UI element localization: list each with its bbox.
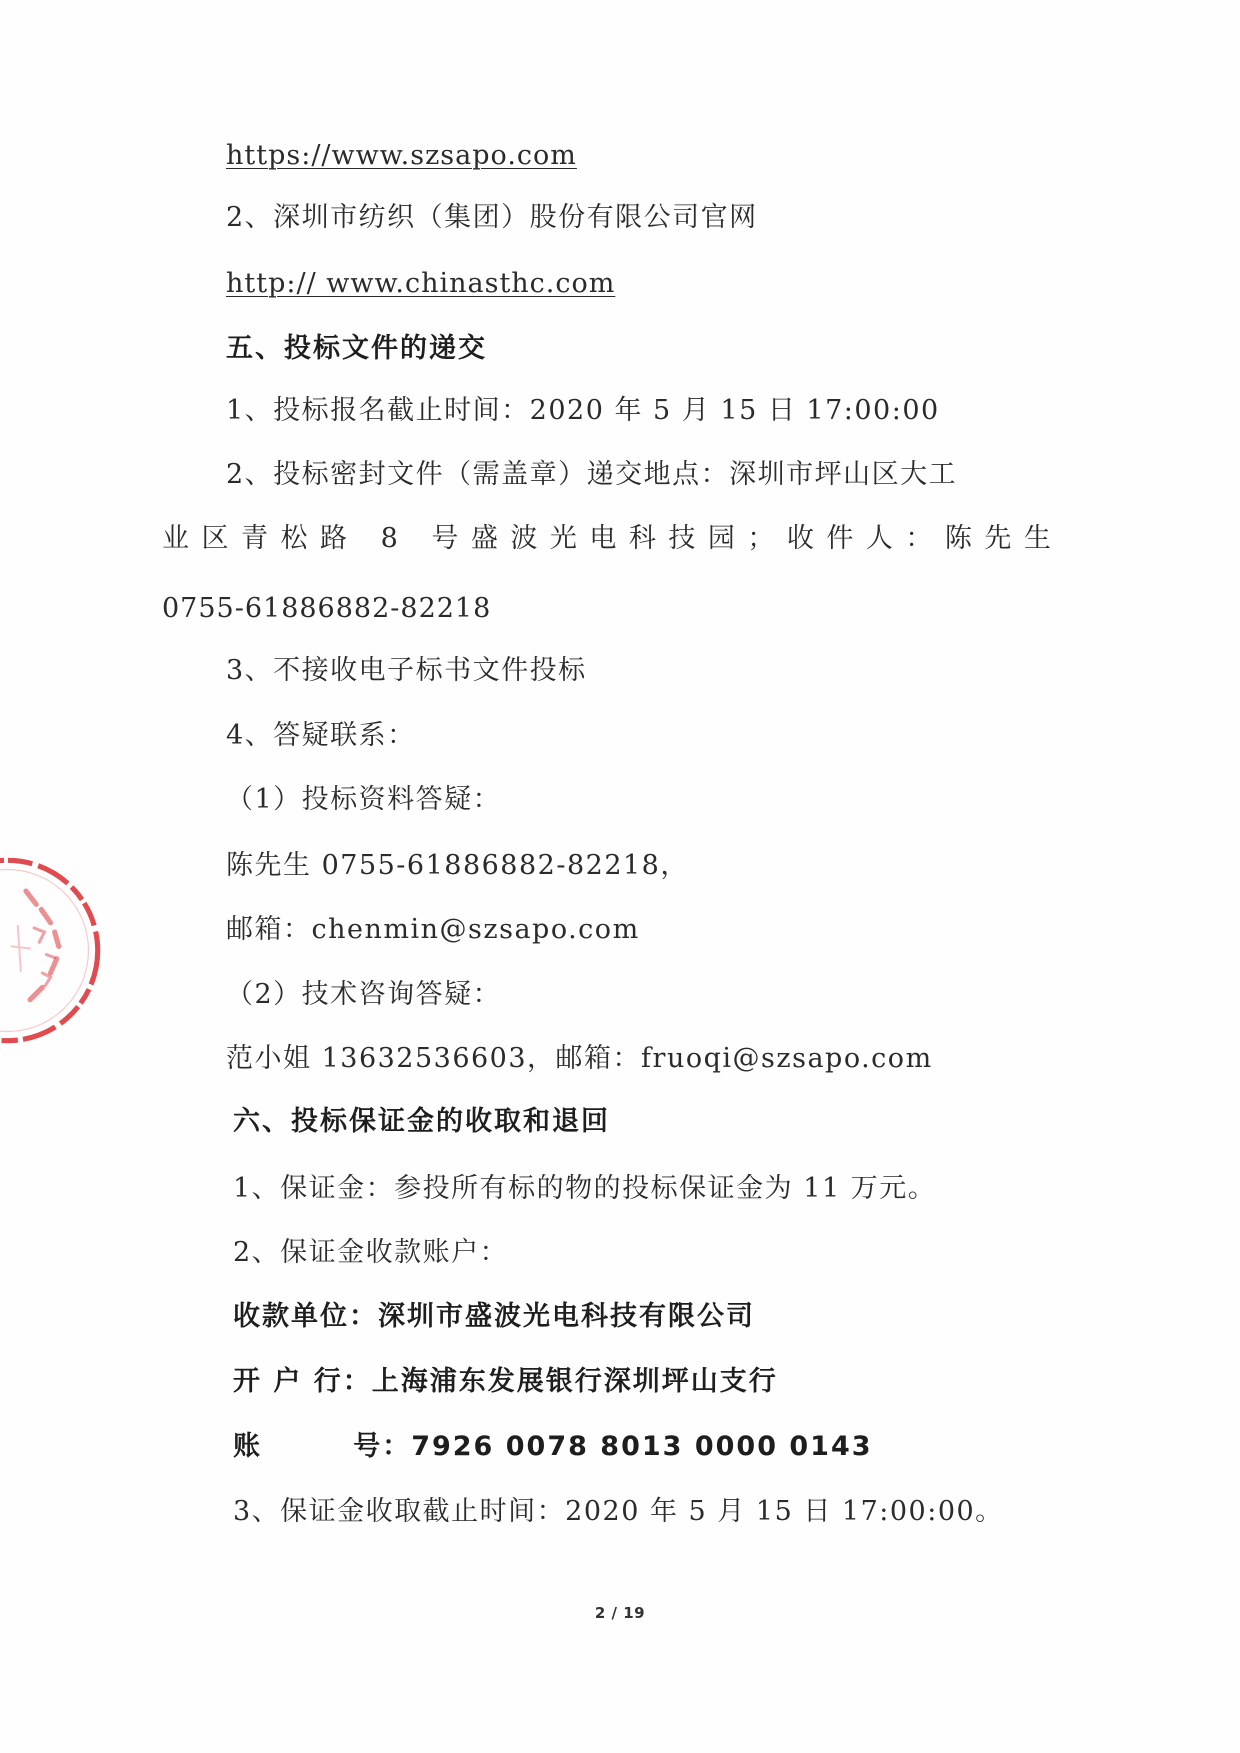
website-url-szsapo[interactable]: https://www.szsapo.com	[226, 140, 577, 171]
contact-phone-chen: 0755-61886882-82218	[162, 593, 492, 624]
company-seal-stamp-icon	[0, 848, 110, 1053]
subitem-technical-consultation: （2）技术咨询答疑：	[226, 979, 502, 1010]
item-deposit-deadline: 3、保证金收取截止时间：2020 年 5 月 15 日 17:00:00。	[233, 1496, 1004, 1527]
section-heading-bid-submission: 五、投标文件的递交	[226, 333, 487, 364]
contact-chen-phone: 陈先生 0755-61886882-82218，	[226, 850, 689, 881]
account-payee: 收款单位：深圳市盛波光电科技有限公司	[233, 1301, 755, 1332]
item-no-electronic-bids: 3、不接收电子标书文件投标	[226, 655, 587, 686]
subitem-bid-materials-qa: （1）投标资料答疑：	[226, 784, 502, 815]
item-sealed-documents-location: 2、投标密封文件（需盖章）递交地点：深圳市坪山区大工	[226, 459, 958, 490]
website-url-chinasthc[interactable]: http:// www.chinasthc.com	[226, 268, 616, 299]
item-sealed-documents-location-continued: 业区青松路 8 号盛波光电科技园；收件人：陈先生	[162, 523, 1064, 554]
item-qa-contact: 4、答疑联系：	[226, 720, 416, 751]
account-number: 账 号：7926 0078 8013 0000 0143	[233, 1431, 873, 1462]
item-deposit-account: 2、保证金收款账户：	[233, 1237, 509, 1268]
item-textile-group-website: 2、深圳市纺织（集团）股份有限公司官网	[226, 202, 758, 233]
contact-fan-phone-email: 范小姐 13632536603，邮箱：fruoqi@szsapo.com	[226, 1043, 933, 1074]
item-deposit-amount: 1、保证金：参投所有标的物的投标保证金为 11 万元。	[233, 1173, 937, 1204]
account-bank: 开 户 行：上海浦东发展银行深圳坪山支行	[233, 1366, 778, 1397]
contact-chen-email: 邮箱：chenmin@szsapo.com	[226, 914, 640, 945]
page-number: 2 / 19	[594, 1604, 646, 1622]
item-registration-deadline: 1、投标报名截止时间：2020 年 5 月 15 日 17:00:00	[226, 395, 940, 426]
section-heading-deposit: 六、投标保证金的收取和退回	[233, 1106, 610, 1137]
